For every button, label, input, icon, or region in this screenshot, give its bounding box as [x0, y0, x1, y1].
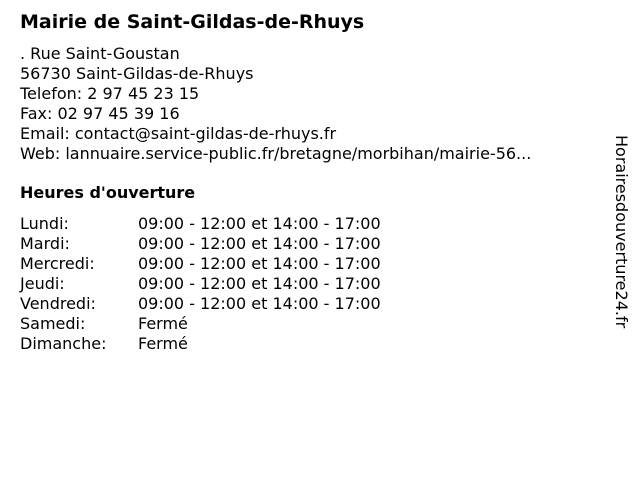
fax-number: Fax: 02 97 45 39 16: [20, 104, 180, 123]
day-label: Lundi:: [20, 214, 69, 233]
phone-number: Telefon: 2 97 45 23 15: [20, 84, 200, 103]
day-label: Jeudi:: [20, 274, 65, 293]
day-label: Vendredi:: [20, 294, 96, 313]
day-label: Mardi:: [20, 234, 70, 253]
day-hours: Fermé: [138, 314, 188, 333]
day-hours: Fermé: [138, 334, 188, 353]
address-block: [20, 44, 531, 164]
city-postcode: 56730 Saint-Gildas-de-Rhuys: [20, 64, 254, 83]
day-hours: 09:00 - 12:00 et 14:00 - 17:00: [138, 254, 381, 273]
day-hours: 09:00 - 12:00 et 14:00 - 17:00: [138, 214, 381, 233]
day-hours: 09:00 - 12:00 et 14:00 - 17:00: [138, 294, 381, 313]
day-label: Samedi:: [20, 314, 86, 333]
opening-hours-heading: Heures d'ouverture: [20, 183, 196, 202]
page-title: Mairie de Saint-Gildas-de-Rhuys: [20, 11, 365, 33]
email-address: Email: contact@saint-gildas-de-rhuys.fr: [20, 124, 337, 143]
day-hours: 09:00 - 12:00 et 14:00 - 17:00: [138, 274, 381, 293]
day-hours: 09:00 - 12:00 et 14:00 - 17:00: [138, 234, 381, 253]
site-watermark: Horairesdouverture24.fr: [612, 135, 631, 329]
day-label: Mercredi:: [20, 254, 95, 273]
street-address: . Rue Saint-Goustan: [20, 44, 180, 63]
website-url: Web: lannuaire.service-public.fr/bretagne/morbihan/mairie-56...: [20, 144, 532, 163]
day-label: Dimanche:: [20, 334, 107, 353]
